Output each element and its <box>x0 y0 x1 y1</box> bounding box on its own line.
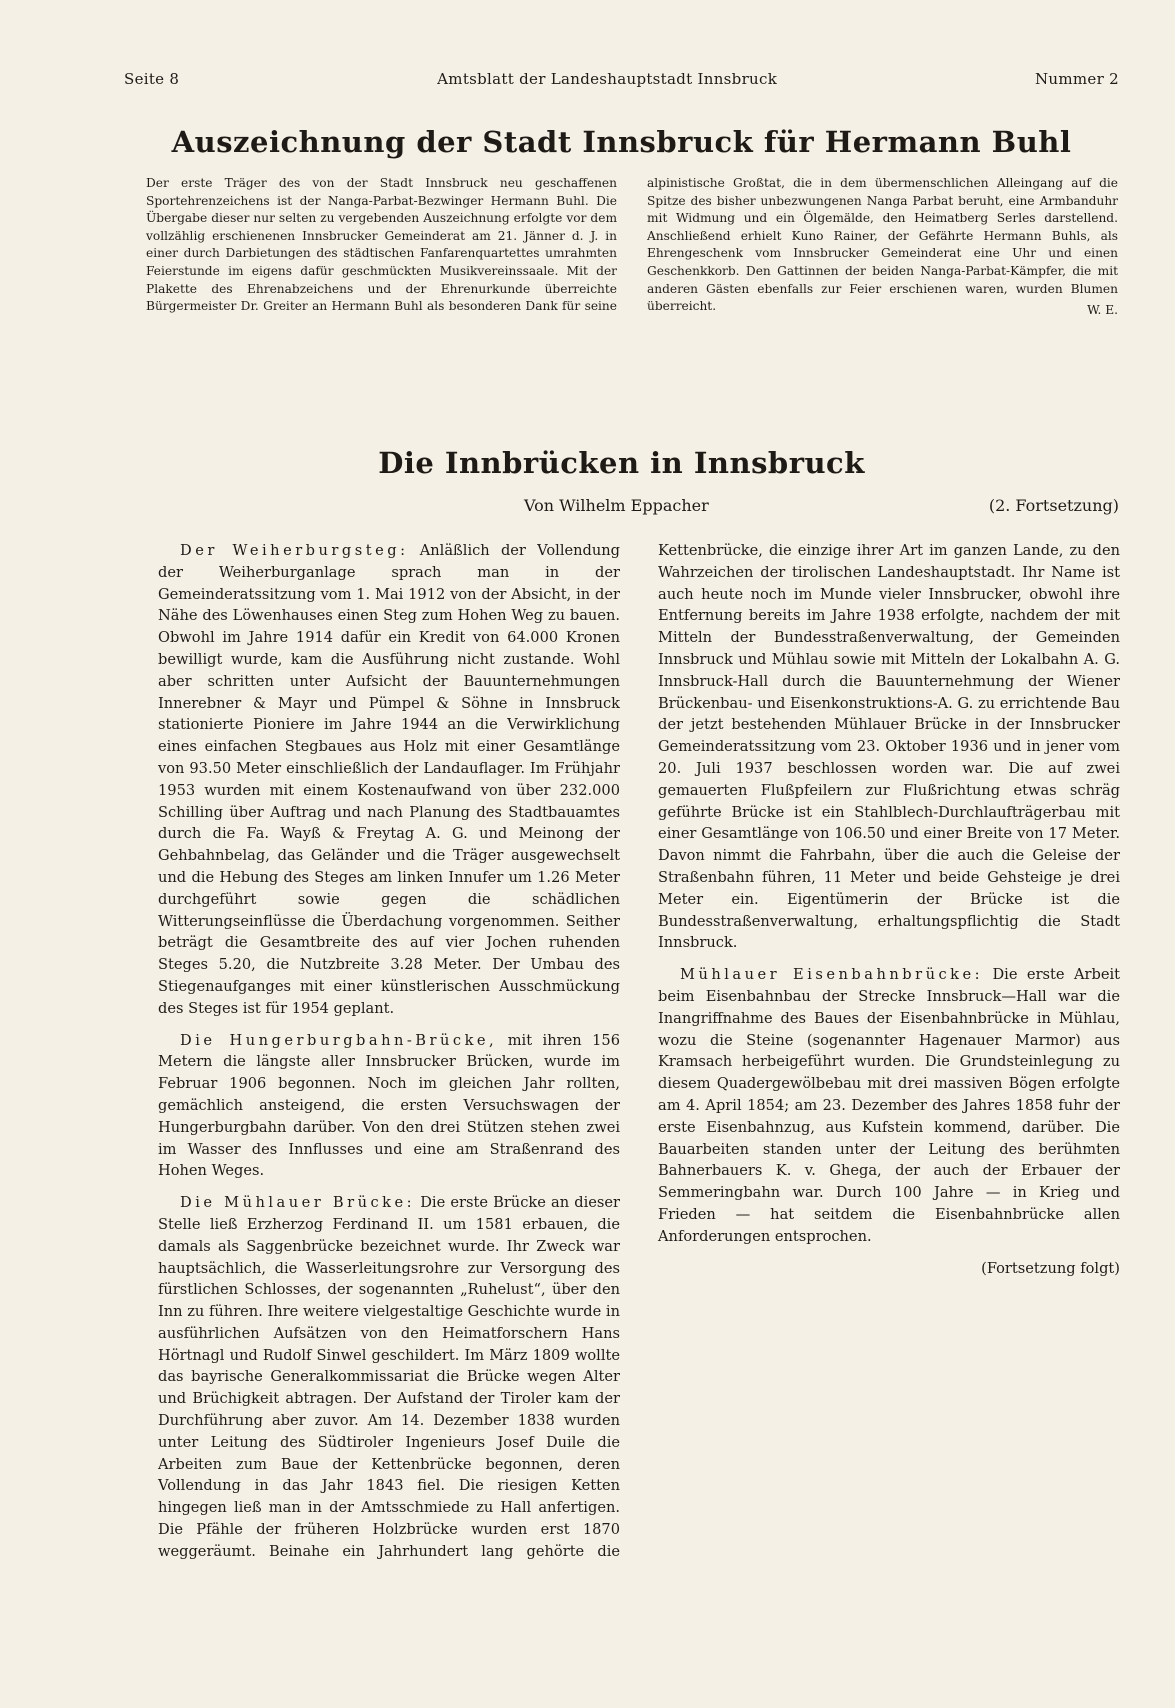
paragraph-lead: Der Weiherburgsteg: <box>180 542 409 559</box>
paragraph-muehlauer-eisenbahnbruecke <box>658 964 1120 1247</box>
running-header <box>124 70 1119 88</box>
article1-body <box>146 175 1118 320</box>
article2-byline-row <box>124 496 1119 518</box>
paragraph-lead: Die Hungerburgbahn-Brücke, <box>180 1031 498 1049</box>
paragraph-text: mit ihren 156 Metern die längste aller Innsbrucker Brücken, wurde im Februar 1906 begonnen. Noch im gleichen Jahr rollten, gemächlich ansteigend, die ersten Versuchswagen der Hungerburgbahn darüber. Von den drei Stützen stehen zwei im Wasser des Innflusses und eine am Straßenrand des Hohen Weges. <box>158 1031 620 1180</box>
paragraph-hungerburgbahn-bruecke <box>158 1030 620 1183</box>
paragraph-lead: Mühlauer Eisenbahnbrücke: <box>680 966 984 984</box>
paragraph-text: Die erste Arbeit beim Eisenbahnbau der Strecke Innsbruck—Hall war die Inangriffnahme des Baues der Eisenbahnbrücke in Mühlau, wozu die Steine (sogenannter Hagenauer Marmor) aus Kramsach herbeigeführt wurden. Die Grundsteinlegung zu diesem Quadergewölbebau mit drei massiven Bögen erfolgte am 4. April 1854; am 23. Dezember des Jahres 1858 fuhr der erste Eisenbahnzug, aus Kufstein kommend, darüber. Die Bauarbeiten standen unter der Leitung des berühmten Bahnerbauers K. v. Ghega, der auch der Erbauer der Semmeringbahn war. Durch 100 Jahre — in Krieg und Frieden — hat seitdem die Eisenbahnbrücke allen Anforderungen entsprochen. <box>658 966 1120 1245</box>
paragraph-text: Die erste Brücke an dieser Stelle ließ Erzherzog Ferdinand II. um 1581 erbauen, die damals als Saggenbrücke bezeichnet wurde. Ihr Zweck war hauptsächlich, die Wasserleitungsrohre zur Versorgung des fürstlichen Schlosses, der sogenannten „Ruhelust“, über den Inn zu führen. Ihre weitere vielgestaltige Geschichte wurde in ausführlichen Aufsätzen von den Heimatforschern Hans Hörtnagl und Rudolf Sinwel geschildert. Im März 1809 wollte das bayrische Generalkommissariat die Brücke wegen Alter und Brüchigkeit abtragen. Der Aufstand der Tiroler kam der Durchführung aber zuvor. Am 14. Dezember 1838 wurden unter Leitung des Südtiroler Ingenieurs Josef Duile die Arbeiten zum Baue der Kettenbrücke begonnen, deren Vollendung in das Jahr 1843 fiel. Die riesigen Ketten hingegen ließ man in der Amtsschmiede zu Hall anfertigen. Die Pfähle der früheren Holzbrücke wurden erst 1870 weggeräumt. Beinahe ein Jahrhundert lang gehörte die Kettenbrücke, die einzige ihrer Art im ganzen Lande, zu den Wahrzeichen der tirolischen Landeshauptstadt. Ihr Name ist auch heute noch im Munde vieler Innsbrucker, obwohl ihre Entfernung bereits im Jahre 1938 erfolgte, nachdem der mit Mitteln der Bundesstraßenverwaltung, der Gemeinden Innsbruck und Mühlau sowie mit Mitteln der Lokalbahn A. G. Innsbruck-Hall durch die Bauunternehmung der Wiener Brückenbau- und Eisenkonstruktions-A. G. zu errichtende Bau der jetzt bestehenden Mühlauer Brücke in der Innsbrucker Gemeinderatssitzung vom 23. Oktober 1936 und in jener vom 20. Juli 1937 beschlossen worden war. Die auf zwei gemauerten Flußpfeilern zur Flußrichtung etwas schräg geführte Brücke ist ein Stahlblech-Durchlaufträgerbau mit einer Gesamtlänge von 106.50 und einer Breite von 17 Meter. Davon nimmt die Fahrbahn, über die auch die Geleise der Straßenbahn führen, 11 Meter und beide Gehsteige je drei Meter ein. Eigentümerin der Brücke ist die Bundesstraßenverwaltung, erhaltungspflichtig die Stadt Innsbruck. <box>158 542 1120 1560</box>
paragraph-text: Anläßlich der Vollendung der Weiherburganlage sprach man in der Gemeinderatssitzung vom 1. Mai 1912 von der Absicht, in der Nähe des Löwenhauses einen Steg zum Hohen Weg zu bauen. Obwohl im Jahre 1914 dafür ein Kredit von 64.000 Kronen bewilligt wurde, kam die Ausführung nicht zustande. Wohl aber schritten unter Aufsicht der Bauunternehmungen Innerebner & Mayr und Pümpel & Söhne in Innsbruck stationierte Pioniere im Jahre 1944 an die Verwirklichung eines einfachen Stegbaues aus Holz mit einer Gesamtlänge von 93.50 Meter einschließlich der Landauflager. Im Frühjahr 1953 wurden mit einem Kostenaufwand von über 232.000 Schilling über Auftrag und nach Planung des Stadtbauamtes durch die Fa. Wayß & Freytag A. G. und Meinong der Gehbahnbelag, das Geländer und die Träger ausgewechselt und die Hebung des Steges am linken Innufer um 1.26 Meter durchgeführt sowie gegen die schädlichen Witterungseinflüsse die Überdachung vorgenommen. Seither beträgt die Gesamtbreite des auf vier Jochen ruhenden Steges 5.20, die Nutzbreite 3.28 Meter. Der Umbau des Stiegenaufganges mit einer künstlerischen Ausschmückung des Steges ist für 1954 geplant. <box>158 542 620 1017</box>
publication-title: Amtsblatt der Landeshauptstadt Innsbruck <box>437 70 778 88</box>
to-be-continued-note: (Fortsetzung folgt) <box>981 1259 1120 1277</box>
article2-continuation-note: (2. Fortsetzung) <box>988 496 1119 515</box>
page-number: Seite 8 <box>124 70 180 88</box>
issue-number: Nummer 2 <box>1035 70 1119 88</box>
article1-signature: W. E. <box>1087 303 1118 318</box>
article1-title: Auszeichnung der Stadt Innsbruck für Hermann Buhl <box>171 125 1072 159</box>
article2-body <box>158 540 1120 1565</box>
paragraph-lead: Die Mühlauer Brücke: <box>180 1194 416 1212</box>
article1-text <box>146 175 1118 320</box>
article1-paragraph: Der erste Träger des von der Stadt Innsbruck neu geschaffenen Sportehrenzeichens ist der Nanga-Parbat-Bezwinger Hermann Buhl. Die Übergabe dieser nur selten zu vergebenden Auszeichnung erfolgte vor dem vollzählig erschienenen Innsbrucker Gemeinderat am 21. Jänner d. J. in einer durch Darbietungen des städtischen Fanfarenquartettes umrahmten Feierstunde im eigens dafür geschmückten Musikvereinssaale. Mit der Plakette des Ehrenabzeichens und der Ehrenurkunde überreichte Bürgermeister Dr. Greiter an Hermann Buhl als besonderen Dank für seine alpinistische Großtat, die in dem übermenschlichen Alleingang auf die Spitze des bisher unbezwungenen Nanga Parbat beruht, eine Armbanduhr mit Widmung und ein Ölgemälde, den Heimatberg Serles darstellend. Anschließend erhielt Kuno Rainer, der Gefährte Hermann Buhls, als Ehrengeschenk vom Innsbrucker Gemeinderat eine Uhr und einen Geschenkkorb. Den Gattinnen der beiden Nanga-Parbat-Kämpfer, die mit anderen Gästen ebenfalls zur Feier erschienen waren, wurden Blumen überreicht. <box>146 176 1118 314</box>
article2-byline: Von Wilhelm Eppacher <box>524 496 709 515</box>
article2-title: Die Innbrücken in Innsbruck <box>378 446 865 480</box>
paragraph-weiherburgsteg <box>158 540 620 1020</box>
